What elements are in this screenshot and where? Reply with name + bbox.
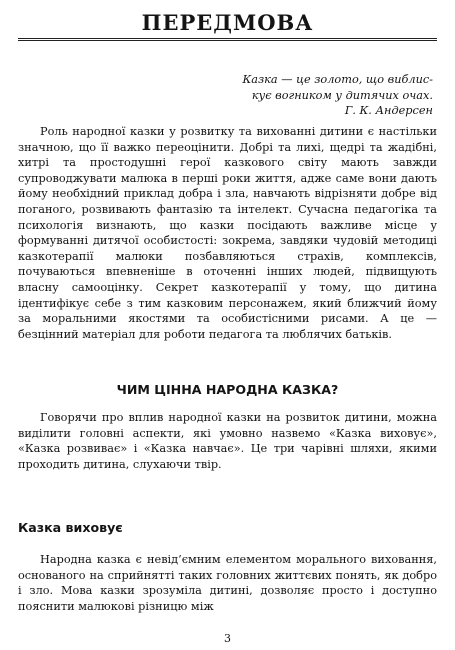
paragraph-upbringing: Народна казка є невід’ємним елементом морального виховання, основаного на сприйнятті таких головних життєвих понять, як добро і зло. Мова казки зрозуміла дитині, дозволяє просто і доступно пояснити малюкові різницю між: [18, 553, 437, 613]
section-heading: ЧИМ ЦІННА НАРОДНА КАЗКА?: [116, 382, 339, 397]
epigraph: [93, 72, 433, 119]
page-number: 3: [224, 632, 231, 645]
page-title: ПЕРЕДМОВА: [18, 8, 437, 41]
paragraph-intro: Роль народної казки у розвитку та вихованні дитини є настільки значною, що її важко переоцінити. Добрі та лихі, щедрі та жадібні, хитрі та простодушні герої казкового світу мають завжди супроводжувати малюка в перші роки життя, адже саме вони дають йому необхідний приклад добра і зла, навчають відрізняти добре від поганого, розвивають фантазію та інтелект. Сучасна педагогіка та психологія визнають, що казки посідають важливе місце у формуванні дитячої особистості: зокрема, завдяки чудовій методиці казкотерапії малюки позбавляються страхів, комплексів, почуваються впевненіше в оточенні інших людей, підвищують власну самооцінку. Секрет казкотерапії у тому, що дитина ідентифікує себе з тим казковим персонажем, який ближчий йому за моральними якостями та особистісними рисами. А це — безцінний матеріал для роботи педагога та люблячих батьків.: [18, 125, 437, 341]
epigraph-line-2: кує вогником у дитячих очах.: [251, 88, 433, 102]
epigraph-line-1: Казка — це золото, що виблис-: [242, 73, 433, 86]
subsection-heading: Казка виховує: [18, 520, 123, 535]
paragraph-aspects: Говорячи про вплив народної казки на розвиток дитини, можна виділити головні аспекти, які умовно назвемо «Казка виховує», «Казка розвиває» і «Казка навчає». Це три чарівні шляхи, якими проходить дитина, слухаючи твір.: [18, 411, 437, 471]
epigraph-author: Г. К. Андерсен: [344, 104, 433, 117]
